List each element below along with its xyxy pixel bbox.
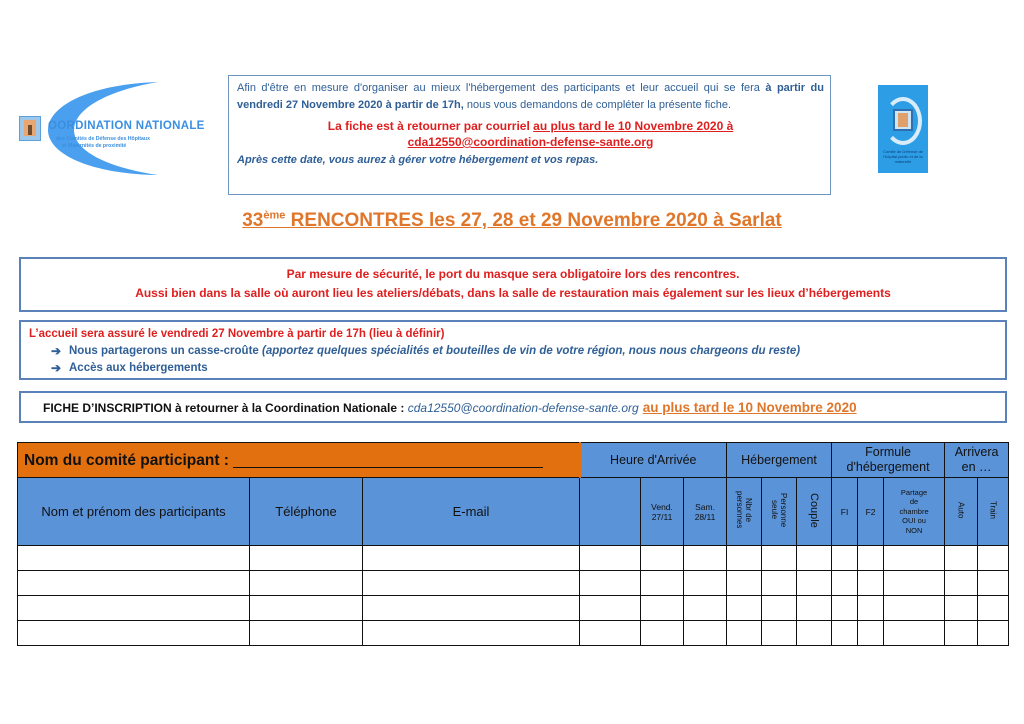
table-cell[interactable] [580, 546, 641, 571]
committee-name-field[interactable] [18, 443, 580, 478]
car-label: Auto [956, 501, 966, 519]
share-line-1: Partage [900, 487, 928, 497]
table-cell[interactable] [884, 571, 945, 596]
return-prefix: La fiche est à retourner par courriel [327, 119, 534, 133]
table-cell[interactable] [858, 546, 884, 571]
col-single [762, 478, 797, 546]
logo-title: OORDINATION NATIONALE [48, 120, 205, 132]
title-sup: ème [263, 209, 286, 222]
formula-line-2: d'hébergement [846, 460, 930, 474]
table-row [18, 621, 1009, 646]
col-email: E-mail [363, 478, 580, 546]
table-cell[interactable] [727, 596, 762, 621]
table-cell[interactable] [884, 596, 945, 621]
share-line-2: de [909, 497, 919, 507]
table-body [18, 546, 1009, 646]
share-line-3: chambre [899, 506, 929, 516]
accueil-box [19, 320, 1007, 380]
info-box [228, 75, 831, 195]
table-cell[interactable] [580, 596, 641, 621]
table-cell[interactable] [250, 621, 363, 646]
group-lodging: Hébergement [727, 443, 832, 478]
table-cell[interactable] [18, 621, 250, 646]
accueil-heading: L’accueil sera assuré le vendredi 27 Novembre à partir de 17h (lieu à définir) [29, 328, 445, 340]
table-cell[interactable] [858, 621, 884, 646]
accueil-item-note: (apportez quelques spécialités et bouteilles de vin de votre région, nous nous chargeons du reste) [262, 345, 801, 357]
col-f1: FI [832, 478, 858, 546]
coordination-nationale-logo [8, 78, 213, 178]
table-row [18, 546, 1009, 571]
table-cell[interactable] [18, 546, 250, 571]
logo-subtitle-1: des Comités de Défense des Hôpitaux [56, 136, 150, 142]
nb-people-line-1: Nbr de [744, 497, 754, 522]
table-cell[interactable] [832, 621, 858, 646]
share-line-4: OUI ou [902, 516, 926, 526]
col-f2: F2 [858, 478, 884, 546]
col-couple [797, 478, 832, 546]
train-label: Train [988, 501, 998, 519]
couple-label: Couple [808, 492, 821, 528]
col-arrival-blank [580, 478, 641, 546]
table-cell[interactable] [832, 596, 858, 621]
fiche-label: FICHE D’INSCRIPTION à retourner à la Coordination Nationale : [43, 401, 408, 415]
return-email-link[interactable]: cda12550@coordination-defense-sante.org [407, 135, 654, 149]
table-cell[interactable] [832, 546, 858, 571]
table-cell[interactable] [580, 571, 641, 596]
accueil-item [29, 343, 1005, 360]
table-cell[interactable] [684, 621, 727, 646]
table-cell[interactable] [641, 596, 684, 621]
table-cell[interactable] [363, 546, 580, 571]
table-cell[interactable] [858, 596, 884, 621]
col-friday [641, 478, 684, 546]
share-line-5: NON [905, 525, 923, 535]
group-formula [832, 443, 945, 478]
table-cell[interactable] [18, 571, 250, 596]
table-cell[interactable] [978, 546, 1009, 571]
table-cell[interactable] [797, 621, 832, 646]
committee-blank-line[interactable] [233, 454, 543, 468]
table-cell[interactable] [727, 546, 762, 571]
table-cell[interactable] [363, 621, 580, 646]
table-group-header [18, 443, 1009, 478]
return-deadline-date: au plus tard le 10 Novembre 2020 à [533, 119, 734, 133]
accueil-item-text: Nous partagerons un casse-croûte [69, 345, 262, 357]
table-row [18, 596, 1009, 621]
table-cell[interactable] [978, 596, 1009, 621]
arrive-by-line-1: Arrivera [954, 445, 999, 459]
table-cell[interactable] [762, 621, 797, 646]
table-cell[interactable] [945, 621, 978, 646]
table-cell[interactable] [727, 571, 762, 596]
logo-subtitle-2: et Maternités de proximité [62, 143, 127, 149]
accueil-item-text: Accès aux hébergements [69, 362, 208, 374]
info-para-start: Afin d'être en mesure d'organiser au mieux l'hébergement des participants et leur accueil qui se fera [237, 82, 766, 94]
hospital-h-icon [893, 109, 913, 131]
registration-table [17, 442, 1009, 646]
table-cell[interactable] [884, 621, 945, 646]
table-cell[interactable] [18, 596, 250, 621]
table-cell[interactable] [250, 571, 363, 596]
formula-line-1: Formule [865, 445, 911, 459]
title-text: RENCONTRES les 27, 28 et 29 Novembre 2020 à Sarlat [285, 210, 782, 231]
table-cell[interactable] [684, 596, 727, 621]
table-cell[interactable] [797, 546, 832, 571]
hospital-emblem-icon [19, 116, 41, 141]
saturday-label: Sam. [695, 501, 715, 512]
comite-defense-logo [878, 85, 928, 173]
table-cell[interactable] [727, 621, 762, 646]
table-cell[interactable] [762, 596, 797, 621]
table-cell[interactable] [641, 621, 684, 646]
table-cell[interactable] [580, 621, 641, 646]
table-cell[interactable] [363, 596, 580, 621]
col-train [978, 478, 1009, 546]
col-saturday [684, 478, 727, 546]
table-cell[interactable] [945, 571, 978, 596]
col-car [945, 478, 978, 546]
table-cell[interactable] [684, 571, 727, 596]
mask-notice-line-1: Par mesure de sécurité, le port du masque sera obligatoire lors des rencontres. [286, 267, 740, 281]
table-cell[interactable] [797, 571, 832, 596]
fiche-deadline: au plus tard le 10 Novembre 2020 [642, 400, 857, 415]
table-cell[interactable] [884, 546, 945, 571]
table-cell[interactable] [797, 596, 832, 621]
info-para-end: nous vous demandons de compléter la présente fiche. [463, 99, 732, 111]
col-phone: Téléphone [250, 478, 363, 546]
table-cell[interactable] [858, 571, 884, 596]
col-share-room [884, 478, 945, 546]
info-note: Après cette date, vous aurez à gérer votre hébergement et vos repas. [237, 154, 599, 166]
nb-people-line-2: personnes [735, 491, 745, 529]
table-column-header [18, 478, 1009, 546]
return-deadline [237, 118, 824, 150]
table-cell[interactable] [978, 621, 1009, 646]
single-line-1: Personne [779, 492, 789, 528]
table-cell[interactable] [978, 571, 1009, 596]
table-cell[interactable] [832, 571, 858, 596]
table-cell[interactable] [945, 546, 978, 571]
table-cell[interactable] [762, 571, 797, 596]
logo-right-caption: Comité de Défense de l'hôpital public et de la maternité [883, 149, 923, 164]
friday-date: 27/11 [651, 511, 673, 522]
arrow-right-icon: ➔ [51, 344, 62, 358]
fiche-email[interactable]: cda12550@coordination-defense-sante.org [407, 401, 639, 415]
mask-notice-box [19, 257, 1007, 312]
accueil-item [29, 360, 1005, 377]
title-number: 33 [242, 210, 264, 231]
table-cell[interactable] [684, 546, 727, 571]
table-cell[interactable] [641, 571, 684, 596]
table-cell[interactable] [945, 596, 978, 621]
committee-label: Nom du comité participant : [24, 451, 229, 469]
page-title [0, 210, 1024, 232]
table-cell[interactable] [250, 596, 363, 621]
col-name: Nom et prénom des participants [18, 478, 250, 546]
table-row [18, 571, 1009, 596]
fiche-box [19, 391, 1007, 423]
col-nb-people [727, 478, 762, 546]
info-para-bold: à partir du vendredi 27 Novembre 2020 à partir de 17h, [237, 82, 824, 111]
table-cell[interactable] [250, 546, 363, 571]
info-paragraph [237, 80, 824, 114]
group-arrive-by [945, 443, 1009, 478]
arrow-right-icon: ➔ [51, 361, 62, 375]
saturday-date: 28/11 [694, 511, 716, 522]
mask-notice-line-2: Aussi bien dans la salle où auront lieu les ateliers/débats, dans la salle de restauration mais également sur les lieux d’hébergements [135, 286, 891, 300]
table-cell[interactable] [363, 571, 580, 596]
friday-label: Vend. [651, 501, 673, 512]
table-cell[interactable] [762, 546, 797, 571]
arrive-by-line-2: en … [961, 460, 992, 474]
single-line-2: seule [770, 500, 780, 520]
group-arrival-time: Heure d'Arrivée [580, 443, 727, 478]
table-cell[interactable] [641, 546, 684, 571]
